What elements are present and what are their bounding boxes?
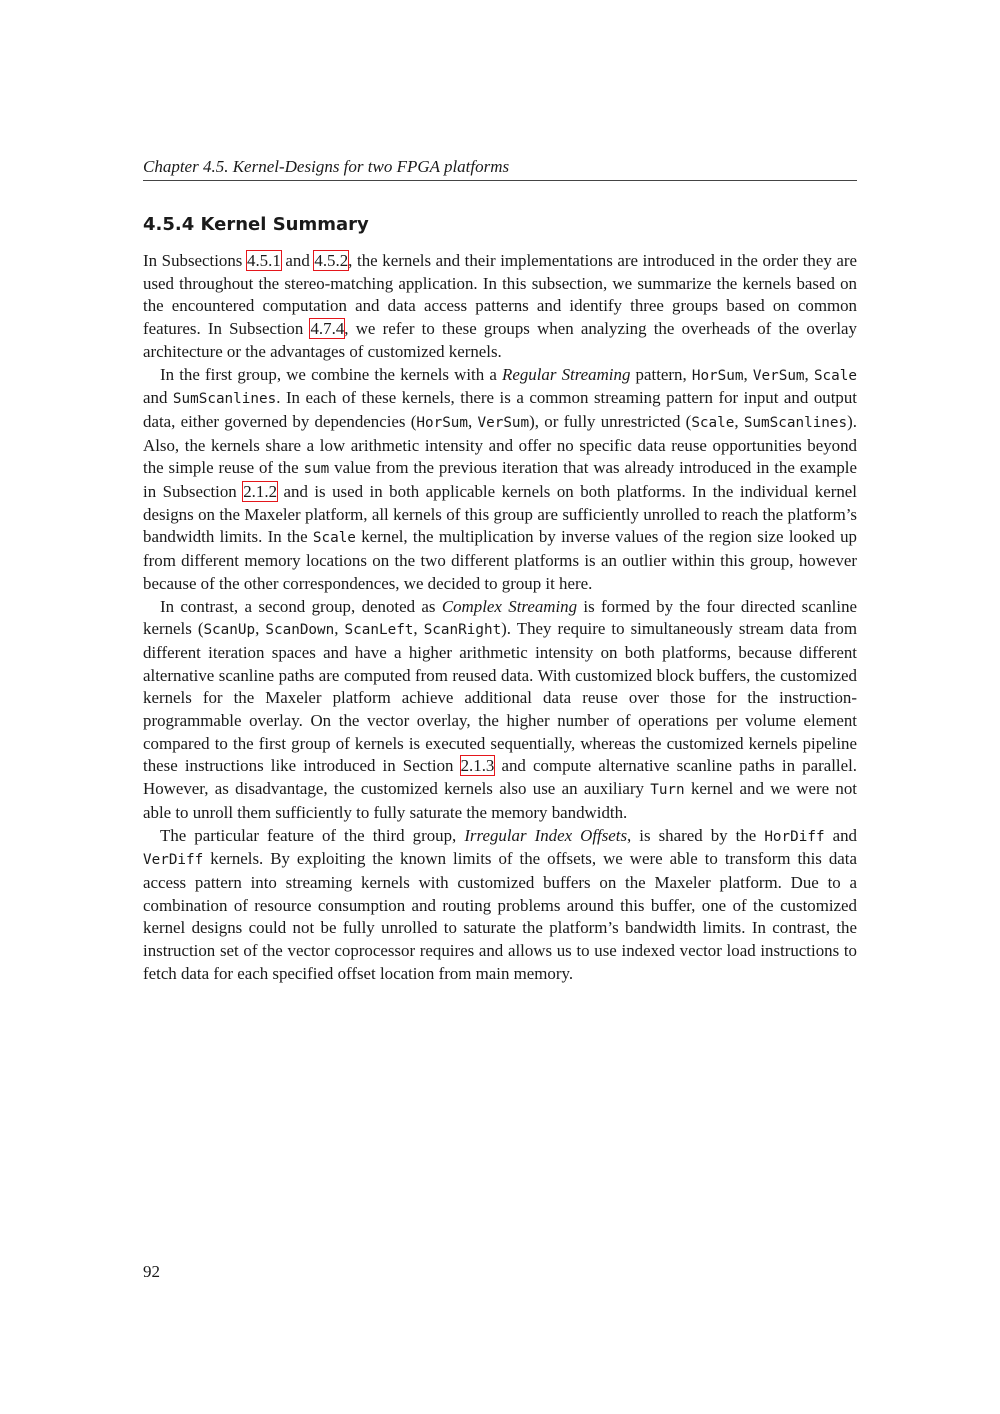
text-run: In the first group, we combine the kernels with a (160, 364, 502, 384)
text-run: , (334, 619, 345, 639)
text-run: and is used in both applicable kernels on both platforms. In the individual kernel designs on the Maxeler platform, all kernels of this group are sufficiently unrolled to reach the platform’s bandwidth limits. In the (143, 482, 857, 547)
code-hordiff: HorDiff (764, 828, 825, 845)
paragraph-regular-streaming (143, 364, 857, 596)
code-scanleft: ScanLeft (344, 622, 414, 639)
code-horsum: HorSum (691, 367, 744, 384)
text-run: kernel and we were not able to unroll them sufficiently to fully saturate the memory bandwidth. (143, 779, 857, 822)
text-run: and (143, 388, 173, 408)
text-run: ). They require to simultaneously stream data from different iteration spaces and have a higher arithmetic intensity on both platforms, because different alternative scanline paths are computed from reused data. With customized block buffers, the customized kernels for the Maxeler platform achieve additional data reuse over those for the instruction-programmable overlay. On the vector overlay, the higher number of operations per volume element compared to the first group of kernels is executed sequentially, whereas the customized kernels pipeline these instructions like introduced in Section (143, 619, 857, 776)
code-sumscanlines: SumScanlines (743, 414, 848, 431)
code-sumscanlines: SumScanlines (172, 391, 277, 408)
code-scale: Scale (691, 414, 735, 431)
code-scanup: ScanUp (203, 622, 256, 639)
section-heading: 4.5.4 Kernel Summary (143, 214, 369, 235)
text-run: , (468, 411, 478, 431)
code-sum: sum (303, 461, 330, 478)
paragraph-complex-streaming (143, 596, 857, 825)
text-run: , (804, 364, 814, 384)
text-run: , (255, 619, 266, 639)
code-scanright: ScanRight (423, 622, 502, 639)
text-run: , we refer to these groups when analyzing the overheads of the overlay architecture or the advantages of customized kernels. (143, 319, 857, 361)
ref-link-4-5-1[interactable]: 4.5.1 (247, 251, 281, 270)
text-run: pattern, (630, 364, 692, 384)
paragraph-intro (143, 250, 857, 364)
text-run: ). Also, the kernels share a low arithmetic intensity and offer no specific data reuse opportunities beyond the simple reuse of the (143, 411, 857, 478)
text-run: , is shared by the (627, 825, 765, 845)
text-run: , (413, 619, 424, 639)
page-number: 92 (143, 1262, 160, 1281)
text-run: and (824, 825, 857, 845)
code-scale: Scale (312, 530, 356, 547)
text-run: In contrast, a second group, denoted as (160, 596, 442, 616)
ref-link-4-5-2[interactable]: 4.5.2 (314, 251, 349, 270)
text-run: The particular feature of the third group, (160, 825, 465, 845)
ref-link-2-1-2[interactable]: 2.1.2 (243, 482, 278, 502)
text-run: , (734, 411, 744, 431)
term-complex-streaming: Complex Streaming (441, 596, 578, 616)
text-run: In Subsections (143, 251, 247, 270)
code-versum: VerSum (477, 414, 530, 431)
code-horsum: HorSum (416, 414, 469, 431)
text-run: kernels. By exploiting the known limits of the offsets, we were able to transform this data access pattern into streaming kernels with customized buffers on the Maxeler platform. Due to a combination of resource consumption and routing problems around this buffer, one of the customized kernel designs could not be fully unrolled to saturate the platform’s bandwidth limits. In contrast, the instruction set of the vector coprocessor requires and allows us to use indexed vector load instructions to fetch data for each specified offset location from main memory. (143, 849, 857, 983)
code-versum: VerSum (752, 367, 805, 384)
text-run: , (743, 364, 753, 384)
ref-link-2-1-3[interactable]: 2.1.3 (460, 756, 495, 776)
text-run: value from the previous iteration that was already introduced in the example in Subsection (143, 458, 857, 502)
text-run: kernel, the multiplication by inverse values of the region size looked up from different memory locations on the two different platforms is an outlier within this group, however because of the other correspondences, we decided to group it here. (143, 527, 857, 593)
term-regular-streaming: Regular Streaming (502, 364, 631, 384)
text-run: is formed by the four directed scanline kernels ( (143, 596, 858, 639)
code-scale: Scale (813, 367, 857, 384)
text-run: ), or fully unrestricted ( (529, 411, 692, 431)
running-header: Chapter 4.5. Kernel-Designs for two FPGA platforms (143, 156, 857, 181)
body-text (143, 250, 857, 986)
code-turn: Turn (650, 782, 685, 799)
text-run: , the kernels and their implementations are introduced in the order they are used throughout the stereo-matching application. In this subsection, we summarize the kernels based on the encountered computation and data access patterns and identify three groups based on common features. In Subsection (143, 251, 857, 339)
text-run: . In each of these kernels, there is a common streaming pattern for input and output data, either governed by dependencies ( (143, 388, 857, 431)
code-scandown: ScanDown (265, 622, 335, 639)
paragraph-irregular-offsets (143, 825, 857, 986)
code-verdiff: VerDiff (143, 852, 204, 869)
term-irregular-index-offsets: Irregular Index Offsets (464, 825, 628, 845)
text-run: and (280, 251, 315, 270)
text-run: and compute alternative scanline paths in parallel. However, as disadvantage, the customized kernels also use an auxiliary (143, 756, 857, 799)
ref-link-4-7-4[interactable]: 4.7.4 (310, 319, 345, 339)
